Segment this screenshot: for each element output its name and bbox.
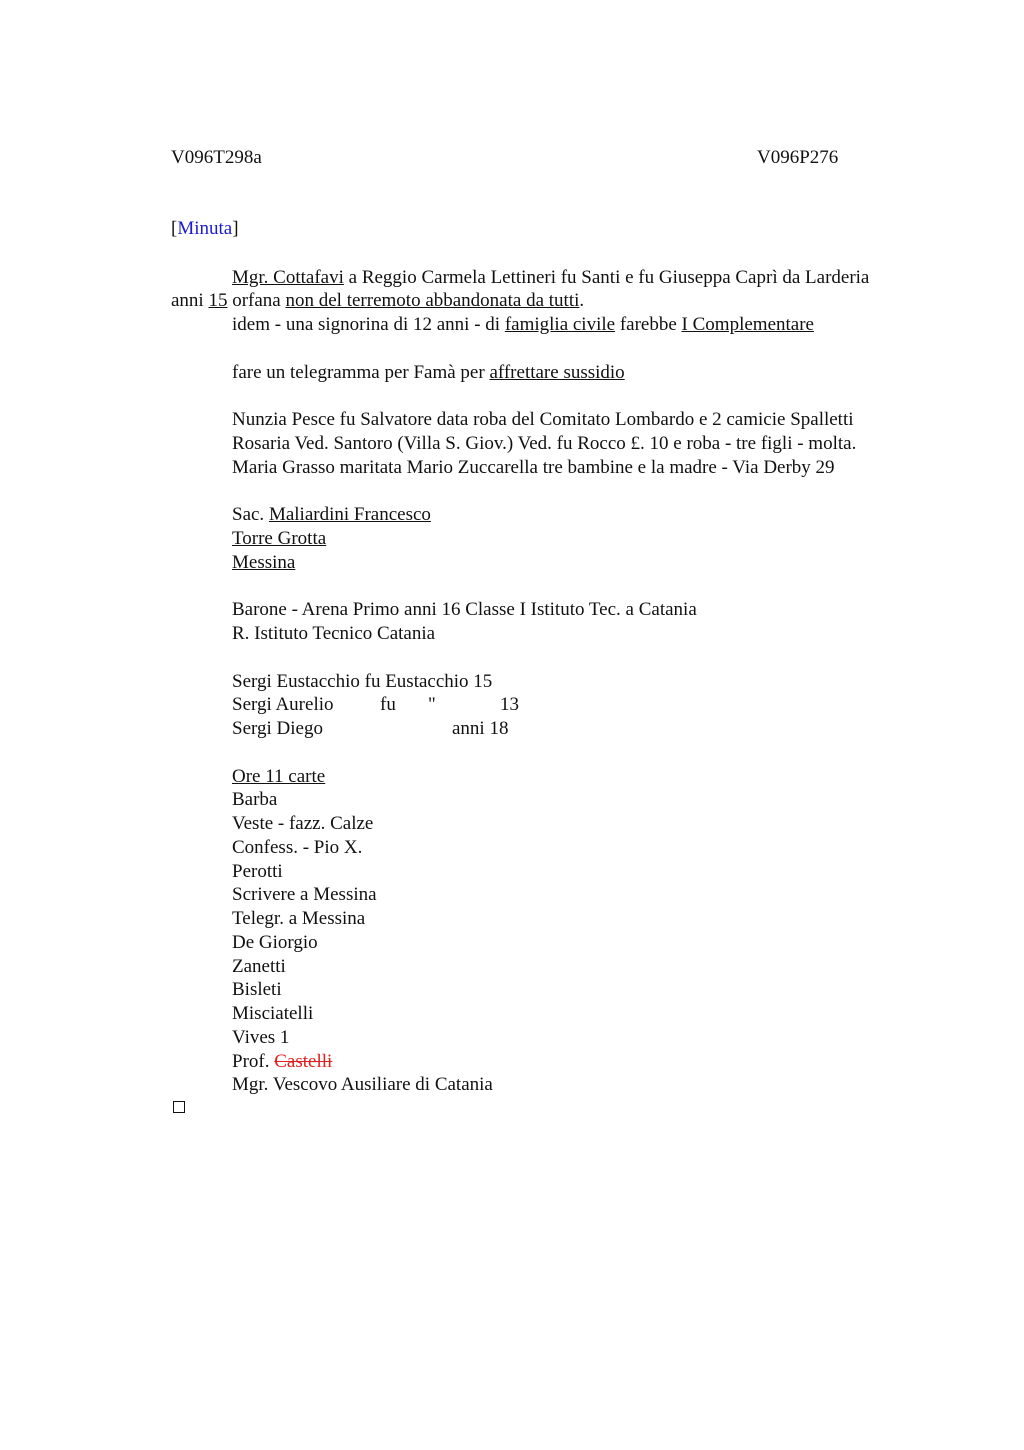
sac-prefix: Sac. bbox=[232, 504, 269, 525]
recipient-name: Mgr. Cottafavi bbox=[232, 267, 344, 288]
sergi-row-2-fu: fu bbox=[380, 694, 396, 715]
list-item: De Giorgio bbox=[232, 932, 318, 953]
para1-line1-text: a Reggio Carmela Lettineri fu Santi e fu Giuseppa Caprì da Larderia bbox=[343, 267, 870, 288]
para1-line3-b: famiglia civile bbox=[504, 314, 616, 335]
list-item: Vives 1 bbox=[232, 1027, 290, 1048]
para2-underlined: affrettare sussidio bbox=[489, 362, 625, 383]
para1-line2-a: anni bbox=[171, 290, 209, 311]
para4-line1 bbox=[232, 503, 431, 527]
label-bracket-open: [ bbox=[171, 218, 178, 239]
list-item: Confess. - Pio X. bbox=[232, 837, 363, 858]
list-heading bbox=[232, 765, 325, 789]
age-value: 15 bbox=[208, 290, 228, 311]
para1-line2-underlined: non del terremoto abbandonata da tutti bbox=[285, 290, 580, 311]
para1-line1 bbox=[232, 266, 869, 290]
sergi-row-2-ditto: " bbox=[428, 694, 436, 715]
list-heading-text: Ore 11 carte bbox=[232, 766, 326, 787]
para1-line2 bbox=[171, 289, 584, 313]
sergi-row-3-name: Sergi Diego bbox=[232, 718, 323, 739]
para5-line2: R. Istituto Tecnico Catania bbox=[232, 623, 436, 644]
para1-line3-a: idem - una signorina di 12 anni - di bbox=[232, 314, 505, 335]
sergi-row-3 bbox=[232, 717, 552, 741]
list-item: Scrivere a Messina bbox=[232, 884, 377, 905]
para4-line2 bbox=[232, 527, 326, 551]
label-bracket-close: ] bbox=[232, 218, 239, 239]
list-item-prof bbox=[232, 1050, 332, 1074]
sergi-row-2-name: Sergi Aurelio bbox=[232, 694, 334, 715]
para3-line3: Maria Grasso maritata Mario Zuccarella tre bambine e la madre - Via Derby 29 bbox=[232, 457, 835, 478]
list-item: Barba bbox=[232, 789, 278, 810]
list-item: Telegr. a Messina bbox=[232, 908, 366, 929]
list-item: Zanetti bbox=[232, 956, 286, 977]
place-name: Torre Grotta bbox=[232, 528, 327, 549]
section-label bbox=[171, 217, 239, 241]
sergi-row-2 bbox=[232, 693, 552, 717]
para2-line bbox=[232, 361, 625, 385]
list-item: Bisleti bbox=[232, 979, 282, 1000]
sergi-row-1: Sergi Eustacchio fu Eustacchio 15 bbox=[232, 671, 493, 692]
sergi-row-3-age: anni 18 bbox=[452, 718, 509, 739]
list-item: Misciatelli bbox=[232, 1003, 314, 1024]
list-item: Veste - fazz. Calze bbox=[232, 813, 374, 834]
document-code-right: V096P276 bbox=[757, 147, 839, 168]
para1-line2-period: . bbox=[579, 290, 585, 311]
para1-line3-d: I Complementare bbox=[681, 314, 814, 335]
para1-line3 bbox=[232, 313, 814, 337]
city-name: Messina bbox=[232, 552, 296, 573]
list-item: Perotti bbox=[232, 861, 283, 882]
prof-prefix: Prof. bbox=[232, 1051, 275, 1072]
para1-line3-c: farebbe bbox=[615, 314, 682, 335]
para2-text: fare un telegramma per Famà per bbox=[232, 362, 490, 383]
list-item-last: Mgr. Vescovo Ausiliare di Catania bbox=[232, 1074, 493, 1095]
para3-line2: Rosaria Ved. Santoro (Villa S. Giov.) Ved. fu Rocco £. 10 e roba - tre figli - molta. bbox=[232, 433, 857, 454]
minuta-label: Minuta bbox=[177, 218, 233, 239]
struck-name: Castelli bbox=[274, 1051, 333, 1072]
priest-name: Maliardini Francesco bbox=[268, 504, 431, 525]
para4-line3 bbox=[232, 551, 295, 575]
para1-line2-b: orfana bbox=[227, 290, 286, 311]
end-marker-box bbox=[173, 1101, 185, 1113]
document-code-left: V096T298a bbox=[171, 147, 262, 168]
para5-line1: Barone - Arena Primo anni 16 Classe I Istituto Tec. a Catania bbox=[232, 599, 697, 620]
sergi-row-2-age: 13 bbox=[500, 694, 519, 715]
para3-line1: Nunzia Pesce fu Salvatore data roba del Comitato Lombardo e 2 camicie Spalletti bbox=[232, 409, 854, 430]
